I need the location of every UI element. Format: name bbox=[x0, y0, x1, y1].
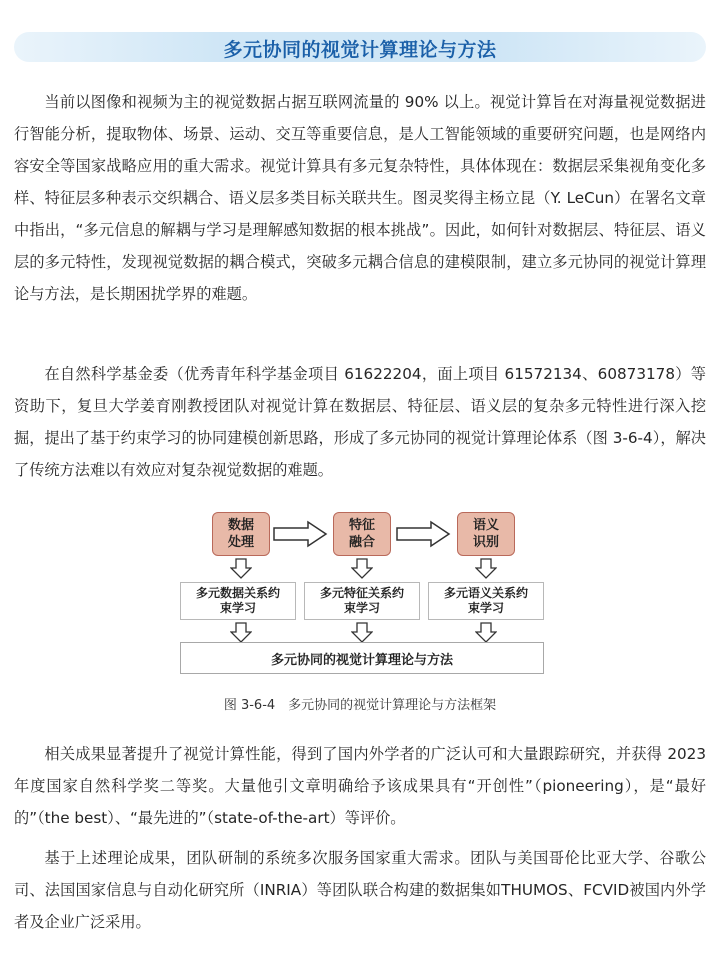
arrow-down-icon bbox=[475, 558, 497, 580]
page-title: 多元协同的视觉计算理论与方法 bbox=[223, 39, 497, 61]
arrow-right-icon bbox=[272, 520, 330, 548]
box-data-constraint: 多元数据关系约束学习 bbox=[180, 582, 296, 620]
arrow-down-icon bbox=[351, 558, 373, 580]
arrow-down-icon bbox=[230, 558, 252, 580]
box-framework: 多元协同的视觉计算理论与方法 bbox=[180, 642, 544, 674]
paragraph-1: 当前以图像和视频为主的视觉数据占据互联网流量的 90% 以上。视觉计算旨在对海量视觉数据进行智能分析，提取物体、场景、运动、交互等重要信息，是人工智能领域的重要研究问题，也是网络内容安全等国家战略应用的重大需求。视觉计算具有多元复杂特性，具体体现在：数据层采集视角变化多样、特征层多种表示交织耦合、语义层多类目标关联共生。图灵奖得主杨立昆（Y. LeCun）在署名文章中指出，“多元信息的解耦与学习是理解感知数据的根本挑战”。因此，如何针对数据层、特征层、语义层的多元特性，发现视觉数据的耦合模式，突破多元耦合信息的建模限制，建立多元协同的视觉计算理论与方法，是长期困扰学界的难题。 bbox=[14, 93, 706, 303]
box-feature-constraint: 多元特征关系约束学习 bbox=[304, 582, 420, 620]
figure-caption: 图 3-6-4 多元协同的视觉计算理论与方法框架 bbox=[223, 698, 497, 713]
box-semantic-recognition: 语义识别 bbox=[457, 512, 515, 556]
arrow-right-icon bbox=[395, 520, 453, 548]
arrow-down-icon bbox=[230, 622, 252, 644]
box-semantic-constraint: 多元语义关系约束学习 bbox=[428, 582, 544, 620]
paragraph-4: 基于上述理论成果，团队研制的系统多次服务国家重大需求。团队与美国哥伦比亚大学、谷歌公司、法国国家信息与自动化研究所（INRIA）等团队联合构建的数据集如THUMOS、FCVID被国内外学者及企业广泛采用。 bbox=[14, 849, 706, 931]
box-data-processing: 数据处理 bbox=[212, 512, 270, 556]
paragraph-3: 相关成果显著提升了视觉计算性能，得到了国内外学者的广泛认可和大量跟踪研究，并获得 2023 年度国家自然科学奖二等奖。大量他引文章明确给予该成果具有“开创性”（pioneering），是“最好的”（the best）、“最先进的”（state-of-the-art）等评价。 bbox=[14, 745, 706, 827]
paragraph-2: 在自然科学基金委（优秀青年科学基金项目 61622204，面上项目 61572134、60873178）等资助下，复旦大学姜育刚教授团队对视觉计算在数据层、特征层、语义层的复杂多元特性进行深入挖掘，提出了基于约束学习的协同建模创新思路，形成了多元协同的视觉计算理论体系（图 3-6-4），解决了传统方法难以有效应对复杂视觉数据的难题。 bbox=[14, 365, 706, 479]
title-bar bbox=[14, 32, 706, 62]
arrow-down-icon bbox=[475, 622, 497, 644]
box-feature-fusion: 特征融合 bbox=[333, 512, 391, 556]
arrow-down-icon bbox=[351, 622, 373, 644]
